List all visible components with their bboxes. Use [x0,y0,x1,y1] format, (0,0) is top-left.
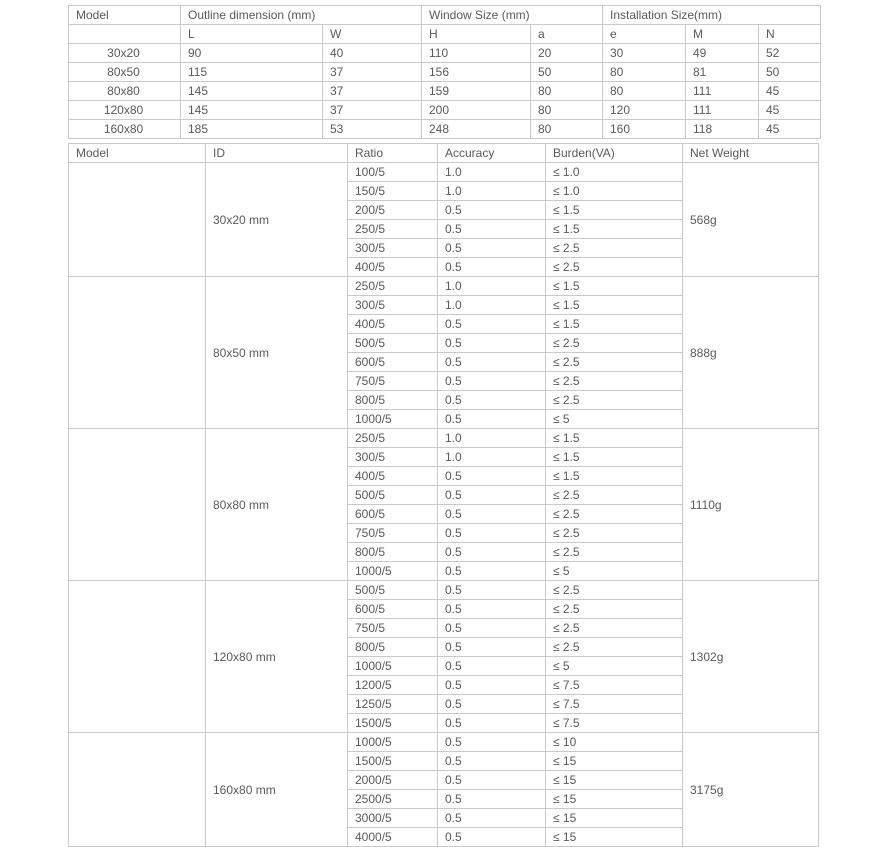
model-cell [69,429,206,581]
net-weight-cell: 888g [683,277,819,429]
ratio-cell: 200/5 [348,201,438,220]
dimension-value-cell: 248 [422,120,531,139]
ratio-cell: 1500/5 [348,714,438,733]
ratio-cell: 500/5 [348,486,438,505]
ratio-cell: 750/5 [348,524,438,543]
column-sub-header: N [759,25,821,44]
burden-cell: ≤ 7.5 [546,714,683,733]
ratio-cell: 1000/5 [348,733,438,752]
accuracy-cell: 0.5 [438,524,546,543]
model-cell [69,277,206,429]
dimension-value-cell: 145 [181,101,323,120]
burden-cell: ≤ 1.0 [546,163,683,182]
ratio-cell: 250/5 [348,220,438,239]
burden-cell: ≤ 1.5 [546,467,683,486]
burden-cell: ≤ 2.5 [546,524,683,543]
ratio-cell: 100/5 [348,163,438,182]
column-group-header: Window Size (mm) [422,6,603,25]
accuracy-cell: 1.0 [438,277,546,296]
accuracy-cell: 0.5 [438,733,546,752]
burden-cell: ≤ 15 [546,752,683,771]
accuracy-cell: 0.5 [438,771,546,790]
accuracy-cell: 0.5 [438,315,546,334]
ratio-cell: 1000/5 [348,410,438,429]
ratio-cell: 600/5 [348,505,438,524]
dimension-value-cell: 53 [323,120,422,139]
ratio-cell: 800/5 [348,638,438,657]
id-cell: 80x80 mm [206,429,348,581]
burden-cell: ≤ 2.5 [546,334,683,353]
accuracy-cell: 0.5 [438,714,546,733]
accuracy-cell: 1.0 [438,429,546,448]
accuracy-cell: 0.5 [438,543,546,562]
dimension-value-cell: 49 [686,44,759,63]
dimension-value-cell: 37 [323,101,422,120]
accuracy-cell: 0.5 [438,505,546,524]
accuracy-cell: 0.5 [438,790,546,809]
accuracy-cell: 0.5 [438,372,546,391]
accuracy-cell: 0.5 [438,258,546,277]
accuracy-cell: 0.5 [438,600,546,619]
column-group-header: Installation Size(mm) [603,6,821,25]
dimension-value-cell: 30 [603,44,686,63]
id-cell: 80x50 mm [206,277,348,429]
id-cell: 120x80 mm [206,581,348,733]
burden-cell: ≤ 7.5 [546,695,683,714]
accuracy-cell: 0.5 [438,391,546,410]
dimension-value-cell: 40 [323,44,422,63]
dimension-value-cell: 110 [422,44,531,63]
dimension-value-cell: 159 [422,82,531,101]
dimension-value-cell: 111 [686,101,759,120]
ratio-cell: 2500/5 [348,790,438,809]
model-cell: 80x80 [69,82,181,101]
burden-cell: ≤ 2.5 [546,581,683,600]
id-cell: 30x20 mm [206,163,348,277]
accuracy-cell: 0.5 [438,239,546,258]
ratio-cell: 300/5 [348,296,438,315]
accuracy-cell: 0.5 [438,410,546,429]
burden-cell: ≤ 1.5 [546,277,683,296]
burden-cell: ≤ 15 [546,828,683,847]
column-header: Ratio [348,144,438,163]
model-cell: 120x80 [69,101,181,120]
net-weight-cell: 1110g [683,429,819,581]
dimension-value-cell: 45 [759,101,821,120]
ratio-cell: 150/5 [348,182,438,201]
burden-cell: ≤ 2.5 [546,486,683,505]
accuracy-cell: 0.5 [438,828,546,847]
ratio-cell: 400/5 [348,467,438,486]
dimension-value-cell: 80 [531,120,603,139]
burden-cell: ≤ 2.5 [546,353,683,372]
dimension-value-cell: 37 [323,82,422,101]
burden-cell: ≤ 2.5 [546,391,683,410]
ratio-cell: 400/5 [348,258,438,277]
dimension-value-cell: 52 [759,44,821,63]
dimension-value-cell: 45 [759,82,821,101]
net-weight-cell: 568g [683,163,819,277]
dimension-value-cell: 200 [422,101,531,120]
ratio-cell: 250/5 [348,277,438,296]
burden-cell: ≤ 1.5 [546,315,683,334]
ratio-cell: 300/5 [348,448,438,467]
net-weight-cell: 1302g [683,581,819,733]
accuracy-cell: 0.5 [438,334,546,353]
burden-cell: ≤ 2.5 [546,372,683,391]
ratio-cell: 1000/5 [348,562,438,581]
dimension-value-cell: 20 [531,44,603,63]
dimension-value-cell: 115 [181,63,323,82]
dimension-value-cell: 81 [686,63,759,82]
burden-cell: ≤ 7.5 [546,676,683,695]
burden-cell: ≤ 1.5 [546,296,683,315]
burden-cell: ≤ 1.0 [546,182,683,201]
burden-cell: ≤ 2.5 [546,505,683,524]
burden-cell: ≤ 2.5 [546,619,683,638]
ratio-cell: 3000/5 [348,809,438,828]
ratio-cell: 500/5 [348,581,438,600]
dimension-value-cell: 118 [686,120,759,139]
ratio-spec-table [68,143,819,847]
burden-cell: ≤ 1.5 [546,220,683,239]
spec-table-body [69,144,819,847]
accuracy-cell: 0.5 [438,809,546,828]
column-sub-header: M [686,25,759,44]
accuracy-cell: 0.5 [438,220,546,239]
burden-cell: ≤ 5 [546,657,683,676]
ratio-cell: 1250/5 [348,695,438,714]
column-sub-header: H [422,25,531,44]
column-header: Net Weight [683,144,819,163]
burden-cell: ≤ 1.5 [546,201,683,220]
ratio-cell: 2000/5 [348,771,438,790]
accuracy-cell: 0.5 [438,467,546,486]
column-group-header: Outline dimension (mm) [181,6,422,25]
accuracy-cell: 0.5 [438,486,546,505]
model-cell [69,733,206,847]
column-header: Burden(VA) [546,144,683,163]
dimension-value-cell: 50 [531,63,603,82]
ratio-cell: 750/5 [348,372,438,391]
ratio-cell: 600/5 [348,353,438,372]
ratio-cell: 1000/5 [348,657,438,676]
outline-dimension-table [68,5,821,139]
dimension-value-cell: 120 [603,101,686,120]
model-cell [69,581,206,733]
ratio-cell: 400/5 [348,315,438,334]
ratio-cell: 4000/5 [348,828,438,847]
model-cell: 30x20 [69,44,181,63]
id-cell: 160x80 mm [206,733,348,847]
accuracy-cell: 0.5 [438,581,546,600]
column-header: Model [69,144,206,163]
dimension-value-cell: 45 [759,120,821,139]
burden-cell: ≤ 2.5 [546,638,683,657]
ratio-cell: 500/5 [348,334,438,353]
dimension-value-cell: 37 [323,63,422,82]
ratio-cell: 800/5 [348,391,438,410]
accuracy-cell: 0.5 [438,676,546,695]
burden-cell: ≤ 15 [546,771,683,790]
burden-cell: ≤ 15 [546,790,683,809]
ratio-cell: 750/5 [348,619,438,638]
burden-cell: ≤ 10 [546,733,683,752]
accuracy-cell: 1.0 [438,296,546,315]
burden-cell: ≤ 1.5 [546,429,683,448]
accuracy-cell: 0.5 [438,619,546,638]
ratio-cell: 800/5 [348,543,438,562]
model-cell: 160x80 [69,120,181,139]
model-cell: 80x50 [69,63,181,82]
dimension-value-cell: 185 [181,120,323,139]
burden-cell: ≤ 2.5 [546,239,683,258]
ratio-cell: 250/5 [348,429,438,448]
accuracy-cell: 1.0 [438,182,546,201]
burden-cell: ≤ 5 [546,562,683,581]
burden-cell: ≤ 15 [546,809,683,828]
dimension-value-cell: 50 [759,63,821,82]
column-header: ID [206,144,348,163]
net-weight-cell: 3175g [683,733,819,847]
dimension-table-body [69,6,821,139]
dimension-value-cell: 160 [603,120,686,139]
dimension-value-cell: 90 [181,44,323,63]
accuracy-cell: 1.0 [438,448,546,467]
dimension-value-cell: 80 [531,101,603,120]
accuracy-cell: 0.5 [438,201,546,220]
ratio-cell: 1500/5 [348,752,438,771]
burden-cell: ≤ 2.5 [546,600,683,619]
ratio-cell: 300/5 [348,239,438,258]
accuracy-cell: 1.0 [438,163,546,182]
burden-cell: ≤ 1.5 [546,448,683,467]
column-sub-header: W [323,25,422,44]
burden-cell: ≤ 5 [546,410,683,429]
accuracy-cell: 0.5 [438,638,546,657]
column-header: Accuracy [438,144,546,163]
column-group-header: Model [69,6,181,25]
model-cell [69,163,206,277]
burden-cell: ≤ 2.5 [546,258,683,277]
dimension-value-cell: 111 [686,82,759,101]
accuracy-cell: 0.5 [438,353,546,372]
dimension-value-cell: 80 [603,82,686,101]
accuracy-cell: 0.5 [438,562,546,581]
ratio-cell: 600/5 [348,600,438,619]
ratio-cell: 1200/5 [348,676,438,695]
column-sub-header [69,25,181,44]
dimension-value-cell: 156 [422,63,531,82]
burden-cell: ≤ 2.5 [546,543,683,562]
accuracy-cell: 0.5 [438,752,546,771]
dimension-value-cell: 80 [603,63,686,82]
column-sub-header: a [531,25,603,44]
column-sub-header: e [603,25,686,44]
column-sub-header: L [181,25,323,44]
dimension-value-cell: 145 [181,82,323,101]
accuracy-cell: 0.5 [438,657,546,676]
dimension-value-cell: 80 [531,82,603,101]
accuracy-cell: 0.5 [438,695,546,714]
